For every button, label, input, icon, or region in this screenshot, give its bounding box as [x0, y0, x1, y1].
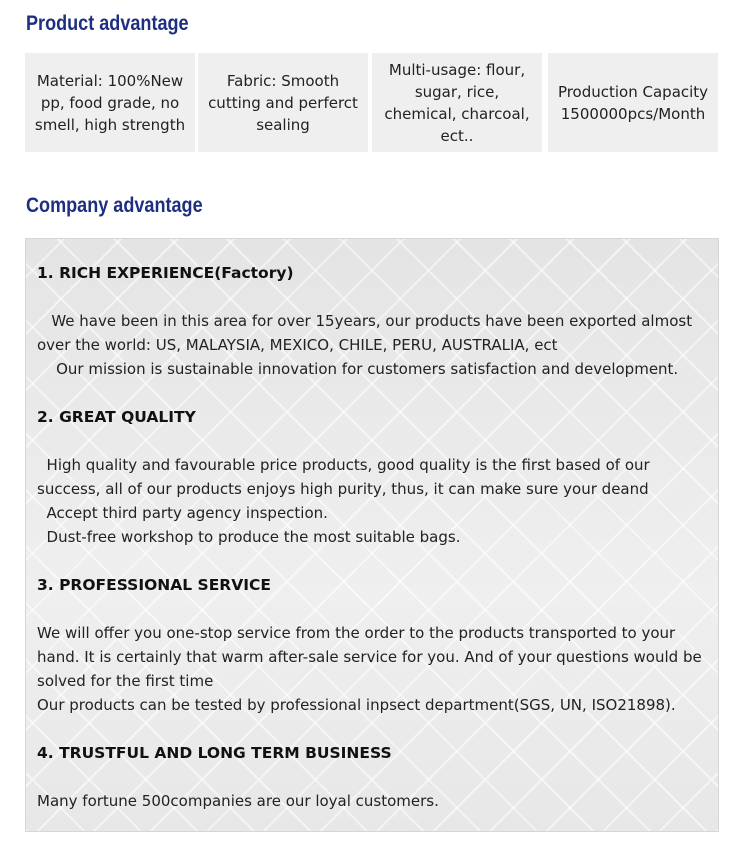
section-paragraph: Our mission is sustainable innovation for customers satisfaction and development. — [37, 360, 679, 378]
advantage-box-label: Material: 100%New pp, food grade, no smell, high strength — [34, 71, 186, 134]
section-paragraph: Accept third party agency inspection. — [37, 504, 328, 522]
advantage-box-label: Multi-usage: flour, sugar, rice, chemical, charcoal, ect.. — [384, 60, 530, 145]
product-advantage-title: Product advantage — [26, 12, 189, 35]
advantage-box-label: Fabric: Smooth cutting and perferct sealing — [208, 71, 358, 134]
advantage-box-capacity — [548, 53, 718, 152]
section-heading-service: 3. PROFESSIONAL SERVICE — [37, 576, 271, 594]
section-paragraph: Dust-free workshop to produce the most suitable bags. — [37, 528, 461, 546]
section-paragraph: We will offer you one-stop service from the order to the products transported to your hand. It is certainly that warm after-sale service for you. And of your questions would be solved for the first time — [37, 624, 707, 690]
advantage-box-usage — [372, 53, 542, 152]
product-advantage-boxes — [25, 53, 718, 152]
company-advantage-content — [37, 261, 709, 813]
company-advantage-title: Company advantage — [26, 194, 203, 217]
company-advantage-panel — [25, 238, 719, 832]
section-heading-experience: 1. RICH EXPERIENCE(Factory) — [37, 264, 294, 282]
advantage-box-fabric — [198, 53, 368, 152]
advantage-box-label: Production Capacity 1500000pcs/Month — [557, 82, 709, 123]
section-heading-business: 4. TRUSTFUL AND LONG TERM BUSINESS — [37, 744, 392, 762]
section-paragraph: Many fortune 500companies are our loyal customers. — [37, 792, 439, 810]
advantage-box-material — [25, 53, 195, 152]
section-paragraph: Our products can be tested by professional inpsect department(SGS, UN, ISO21898). — [37, 696, 676, 714]
section-paragraph: We have been in this area for over 15years, our products have been exported almost over the world: US, MALAYSIA, MEXICO, CHILE, PERU, AUSTRALIA, ect — [37, 312, 697, 354]
section-heading-quality: 2. GREAT QUALITY — [37, 408, 196, 426]
section-paragraph: High quality and favourable price products, good quality is the first based of our success, all of our products enjoys high purity, thus, it can make sure your deand — [37, 456, 655, 498]
